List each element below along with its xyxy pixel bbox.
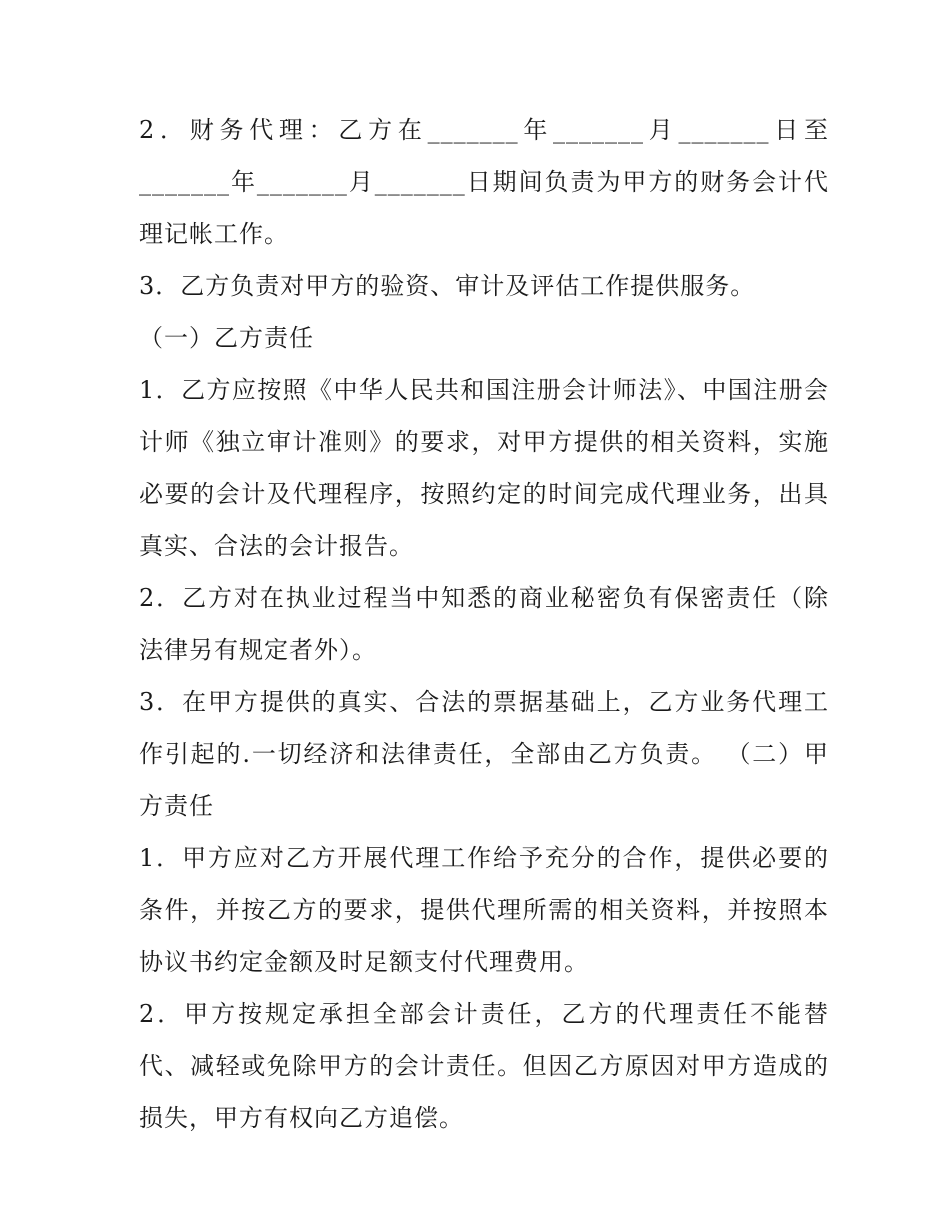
paragraph-party-b-duty-3: 3．在甲方提供的真实、合法的票据基础上，乙方业务代理工作引起的.一切经济和法律责任，全部由乙方负责。 （二）甲方责任	[139, 688, 829, 820]
paragraph-financial-agency: 2．财务代理：乙方在_______年_______月_______日至_______年_______月_______日期间负责为甲方的财务会计代理记帐工作。	[139, 116, 829, 248]
paragraph-party-b-duty-2: 2．乙方对在执业过程当中知悉的商业秘密负有保密责任（除法律另有规定者外）。	[139, 584, 829, 664]
paragraph-party-a-duty-1: 1．甲方应对乙方开展代理工作给予充分的合作，提供必要的条件，并按乙方的要求，提供代理所需的相关资料，并按照本协议书约定金额及时足额支付代理费用。	[139, 844, 829, 976]
paragraph-party-b-duty-1: 1．乙方应按照《中华人民共和国注册会计师法》、中国注册会计师《独立审计准则》的要求，对甲方提供的相关资料，实施必要的会计及代理程序，按照约定的时间完成代理业务，出具真实、合法的会计报告。	[139, 376, 829, 560]
document-body	[139, 104, 829, 1144]
paragraph-audit-service: 3．乙方负责对甲方的验资、审计及评估工作提供服务。	[139, 272, 756, 300]
paragraph-party-a-duty-2: 2．甲方按规定承担全部会计责任，乙方的代理责任不能替代、减轻或免除甲方的会计责任。但因乙方原因对甲方造成的损失，甲方有权向乙方追偿。	[139, 1000, 829, 1132]
section-heading-party-b-duties: （一）乙方责任	[139, 324, 314, 352]
